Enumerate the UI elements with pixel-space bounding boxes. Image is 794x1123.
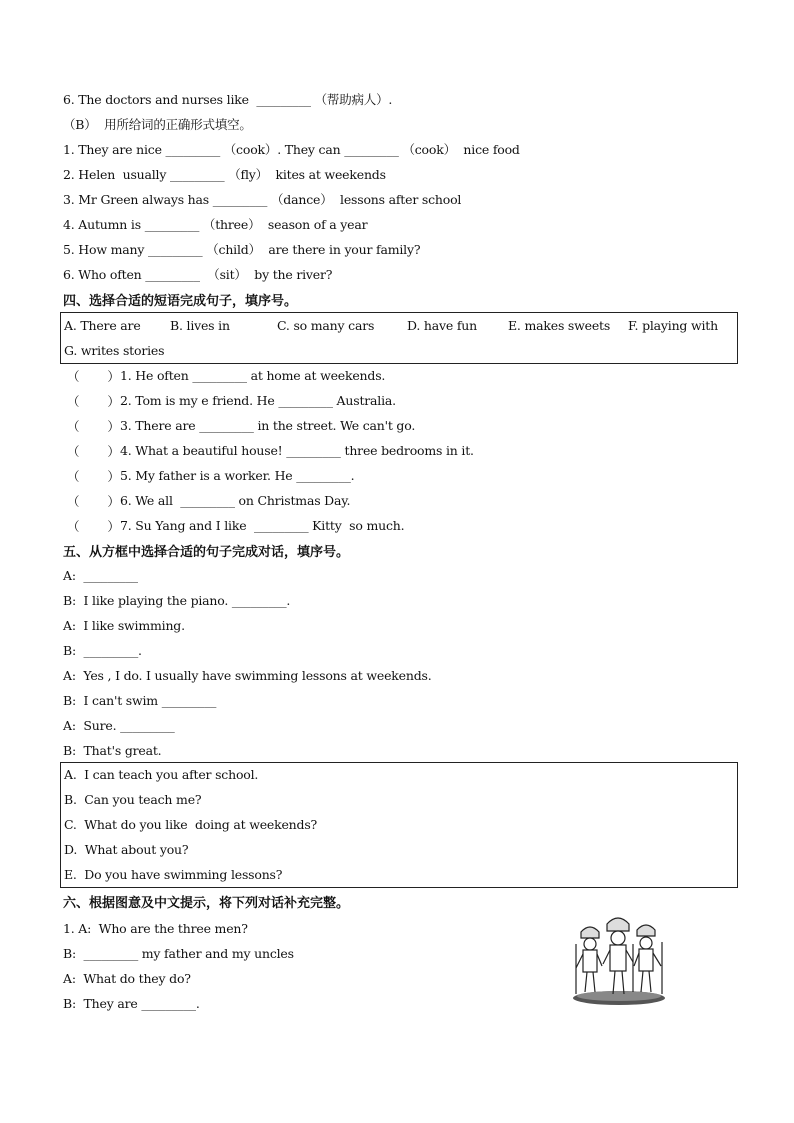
question-line: 2. Helen usually _________ （fly） kites at weekends bbox=[63, 167, 386, 182]
dialogue-line: B: _________ my father and my uncles bbox=[63, 946, 294, 961]
option-c: C. so many cars bbox=[277, 318, 375, 333]
question-line: 4. Autumn is _________ （three） season of a year bbox=[63, 217, 368, 232]
option-f: F. playing with bbox=[628, 318, 718, 333]
answer-parentheses[interactable]: （ ） bbox=[67, 394, 120, 409]
answer-parentheses[interactable]: （ ） bbox=[67, 444, 120, 459]
question-line: 6. The doctors and nurses like _________ （帮助病人）. bbox=[63, 92, 393, 107]
sentence-option-b: B. Can you teach me? bbox=[64, 792, 202, 807]
dialogue-line: B: They are _________. bbox=[63, 996, 200, 1011]
sentence-option-c: C. What do you like doing at weekends? bbox=[64, 817, 318, 832]
dialogue-line: A: What do they do? bbox=[63, 971, 191, 986]
question-line: 5. How many _________ （child） are there in your family? bbox=[63, 242, 421, 257]
dialogue-line: B: That's great. bbox=[63, 743, 162, 758]
dialogue-line: B: _________. bbox=[63, 643, 142, 658]
option-e: E. makes sweets bbox=[508, 318, 611, 333]
dialogue-line: 1. A: Who are the three men? bbox=[63, 921, 248, 936]
answer-parentheses[interactable]: （ ） bbox=[67, 369, 120, 384]
question-line: 3. Mr Green always has _________ （dance） lessons after school bbox=[63, 192, 462, 207]
option-a: A. There are bbox=[64, 318, 141, 333]
sentence-option-d: D. What about you? bbox=[64, 842, 189, 857]
answer-parentheses[interactable]: （ ） bbox=[67, 419, 120, 434]
question-line: 1. They are nice _________ （cook）. They can _________ （cook） nice food bbox=[63, 142, 520, 157]
question-line: 2. Tom is my e friend. He _________ Australia. bbox=[120, 393, 396, 408]
sentence-option-e: E. Do you have swimming lessons? bbox=[64, 867, 283, 882]
dialogue-line: A: Sure. _________ bbox=[63, 718, 175, 733]
option-d: D. have fun bbox=[407, 318, 477, 333]
sentence-options-box bbox=[60, 762, 738, 888]
dialogue-line: A: Yes , I do. I usually have swimming lessons at weekends. bbox=[63, 668, 432, 683]
dialogue-line: A: _________ bbox=[63, 568, 138, 583]
question-line: 6. We all _________ on Christmas Day. bbox=[120, 493, 351, 508]
options-box bbox=[60, 312, 738, 364]
section-4-heading: 四、选择合适的短语完成句子，填序号。 bbox=[63, 294, 298, 309]
question-line: 6. Who often _________ （sit） by the river? bbox=[63, 267, 333, 282]
dialogue-line: B: I can't swim _________ bbox=[63, 693, 217, 708]
question-line: 4. What a beautiful house! _________ three bedrooms in it. bbox=[120, 443, 474, 458]
question-line: 1. He often _________ at home at weekends. bbox=[120, 368, 386, 383]
question-line: 3. There are _________ in the street. We can't go. bbox=[120, 418, 416, 433]
section-6-heading: 六、根据图意及中文提示，将下列对话补充完整。 bbox=[63, 896, 350, 911]
three-chefs-illustration-icon bbox=[571, 914, 667, 1008]
part-b-instruction: （B） 用所给词的正确形式填空。 bbox=[63, 117, 252, 132]
answer-parentheses[interactable]: （ ） bbox=[67, 469, 120, 484]
section-5-heading: 五、从方框中选择合适的句子完成对话，填序号。 bbox=[63, 545, 350, 560]
option-b: B. lives in bbox=[170, 318, 230, 333]
dialogue-line: B: I like playing the piano. _________. bbox=[63, 593, 291, 608]
question-line: 7. Su Yang and I like _________ Kitty so much. bbox=[120, 518, 405, 533]
dialogue-line: A: I like swimming. bbox=[63, 618, 185, 633]
answer-parentheses[interactable]: （ ） bbox=[67, 519, 120, 534]
answer-parentheses[interactable]: （ ） bbox=[67, 494, 120, 509]
sentence-option-a: A. I can teach you after school. bbox=[64, 767, 259, 782]
question-line: 5. My father is a worker. He _________. bbox=[120, 468, 355, 483]
option-g: G. writes stories bbox=[64, 343, 165, 358]
